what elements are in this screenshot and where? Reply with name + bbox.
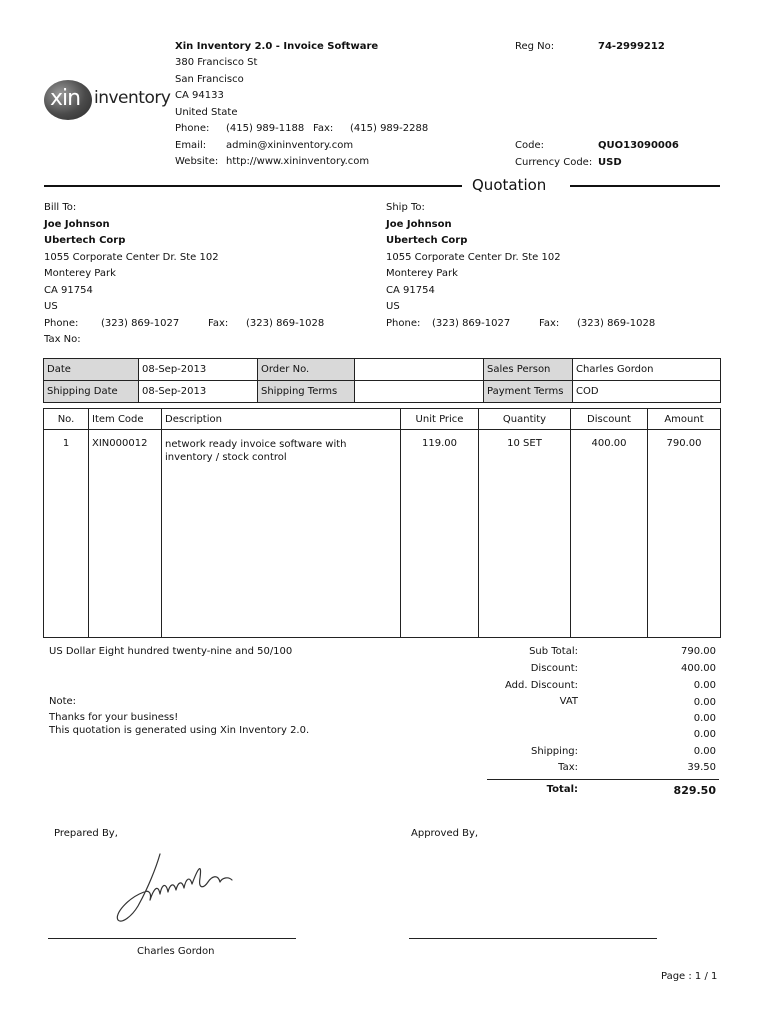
approved-by-signature-line [409,938,657,939]
code-label: Code: [515,140,544,151]
company-city: San Francisco [175,74,244,85]
extra-tax-value-1: 0.00 [693,713,716,724]
add-discount-label: Add. Discount: [505,680,578,691]
extra-tax-value-2: 0.00 [693,729,716,740]
company-email: admin@xininventory.com [226,140,354,151]
ship-to-city: Monterey Park [386,268,458,279]
sales-person-value: Charles Gordon [573,359,721,381]
vat-label: VAT [559,696,578,707]
payment-terms-label: Payment Terms [484,381,573,403]
company-email-label: Email: [175,140,207,151]
tax-value: 39.50 [687,762,716,773]
tax-label: Tax: [558,762,578,773]
ship-to-fax-label: Fax: [539,318,560,329]
bill-to-phone-label: Phone: [44,318,79,329]
total-label: Total: [546,784,578,795]
total-value: 829.50 [673,784,716,797]
col-unit-price-header: Unit Price [401,409,479,430]
ship-to-phone-label: Phone: [386,318,421,329]
currency-code-label: Currency Code: [515,157,593,168]
table-row [44,430,721,638]
totals-divider [487,779,719,780]
bill-to-city: Monterey Park [44,268,116,279]
ship-to-label: Ship To: [386,202,425,213]
bill-to-street: 1055 Corporate Center Dr. Ste 102 [44,252,219,263]
shipping-terms-value [355,381,484,403]
shipping-date-value: 08-Sep-2013 [139,381,258,403]
prepared-by-label: Prepared By, [54,828,118,839]
title-rule-left [44,185,462,187]
col-item-code-header: Item Code [89,409,162,430]
date-value: 08-Sep-2013 [139,359,258,381]
ship-to-name: Joe Johnson [386,219,452,230]
company-phone: (415) 989-1188 [226,123,305,134]
discount-label: Discount: [530,663,578,674]
item-no: 1 [44,430,89,638]
ship-to-state-zip: CA 91754 [386,285,435,296]
reg-no-label: Reg No: [515,41,555,52]
shipping-terms-label: Shipping Terms [258,381,355,403]
company-logo [44,78,169,124]
bill-to-tax-label: Tax No: [44,334,81,345]
payment-terms-value: COD [573,381,721,403]
ship-to-fax: (323) 869-1028 [577,318,656,329]
sales-person-label: Sales Person [484,359,573,381]
company-fax-label: Fax: [313,123,334,134]
sub-total-label: Sub Total: [529,646,578,657]
items-table [43,408,721,638]
item-description: network ready invoice software with inventory / stock control [162,430,401,638]
item-code: XIN000012 [89,430,162,638]
ship-to-company: Ubertech Corp [386,235,468,246]
order-info-table [43,358,721,403]
discount-value: 400.00 [681,663,716,674]
order-info-row [44,381,721,403]
code-value: QUO13090006 [598,140,679,151]
approved-by-label: Approved By, [411,828,479,839]
date-label: Date [44,359,139,381]
sub-total-value: 790.00 [681,646,716,657]
document-title: Quotation [472,176,547,194]
signature-image [108,848,248,928]
company-state-zip: CA 94133 [175,90,224,101]
bill-to-label: Bill To: [44,202,77,213]
note-label: Note: [49,696,77,707]
bill-to-fax-label: Fax: [208,318,229,329]
col-description-header: Description [162,409,401,430]
shipping-label: Shipping: [531,746,578,757]
logo-inventory-text: inventory [94,88,171,108]
note-line-1: Thanks for your business! [49,712,179,723]
bill-to-country: US [44,301,58,312]
company-phone-label: Phone: [175,123,210,134]
company-fax: (415) 989-2288 [350,123,429,134]
items-header-row [44,409,721,430]
company-country: United State [175,107,238,118]
col-amount-header: Amount [648,409,721,430]
prepared-by-name: Charles Gordon [137,946,215,957]
col-no-header: No. [44,409,89,430]
item-quantity: 10 SET [479,430,571,638]
page-number: Page : 1 / 1 [661,971,718,982]
company-website: http://www.xininventory.com [226,156,370,167]
vat-value: 0.00 [693,697,716,708]
ship-to-phone: (323) 869-1027 [432,318,511,329]
item-discount: 400.00 [571,430,648,638]
company-website-label: Website: [175,156,219,167]
bill-to-company: Ubertech Corp [44,235,126,246]
bill-to-name: Joe Johnson [44,219,110,230]
add-discount-value: 0.00 [693,680,716,691]
company-street: 380 Francisco St [175,57,258,68]
col-discount-header: Discount [571,409,648,430]
col-quantity-header: Quantity [479,409,571,430]
shipping-date-label: Shipping Date [44,381,139,403]
prepared-by-signature-line [48,938,296,939]
currency-code-value: USD [598,157,622,168]
bill-to-phone: (323) 869-1027 [101,318,180,329]
company-name: Xin Inventory 2.0 - Invoice Software [175,41,379,52]
amount-in-words: US Dollar Eight hundred twenty-nine and 50/100 [49,646,293,657]
item-unit-price: 119.00 [401,430,479,638]
note-line-2: This quotation is generated using Xin Inventory 2.0. [49,725,310,736]
order-no-label: Order No. [258,359,355,381]
title-rule-right [570,185,720,187]
order-no-value [355,359,484,381]
bill-to-fax: (323) 869-1028 [246,318,325,329]
shipping-value: 0.00 [693,746,716,757]
order-info-row [44,359,721,381]
ship-to-country: US [386,301,400,312]
ship-to-street: 1055 Corporate Center Dr. Ste 102 [386,252,561,263]
item-amount: 790.00 [648,430,721,638]
reg-no-value: 74-2999212 [598,41,665,52]
bill-to-state-zip: CA 91754 [44,285,93,296]
logo-xin-text: xin [50,86,81,111]
